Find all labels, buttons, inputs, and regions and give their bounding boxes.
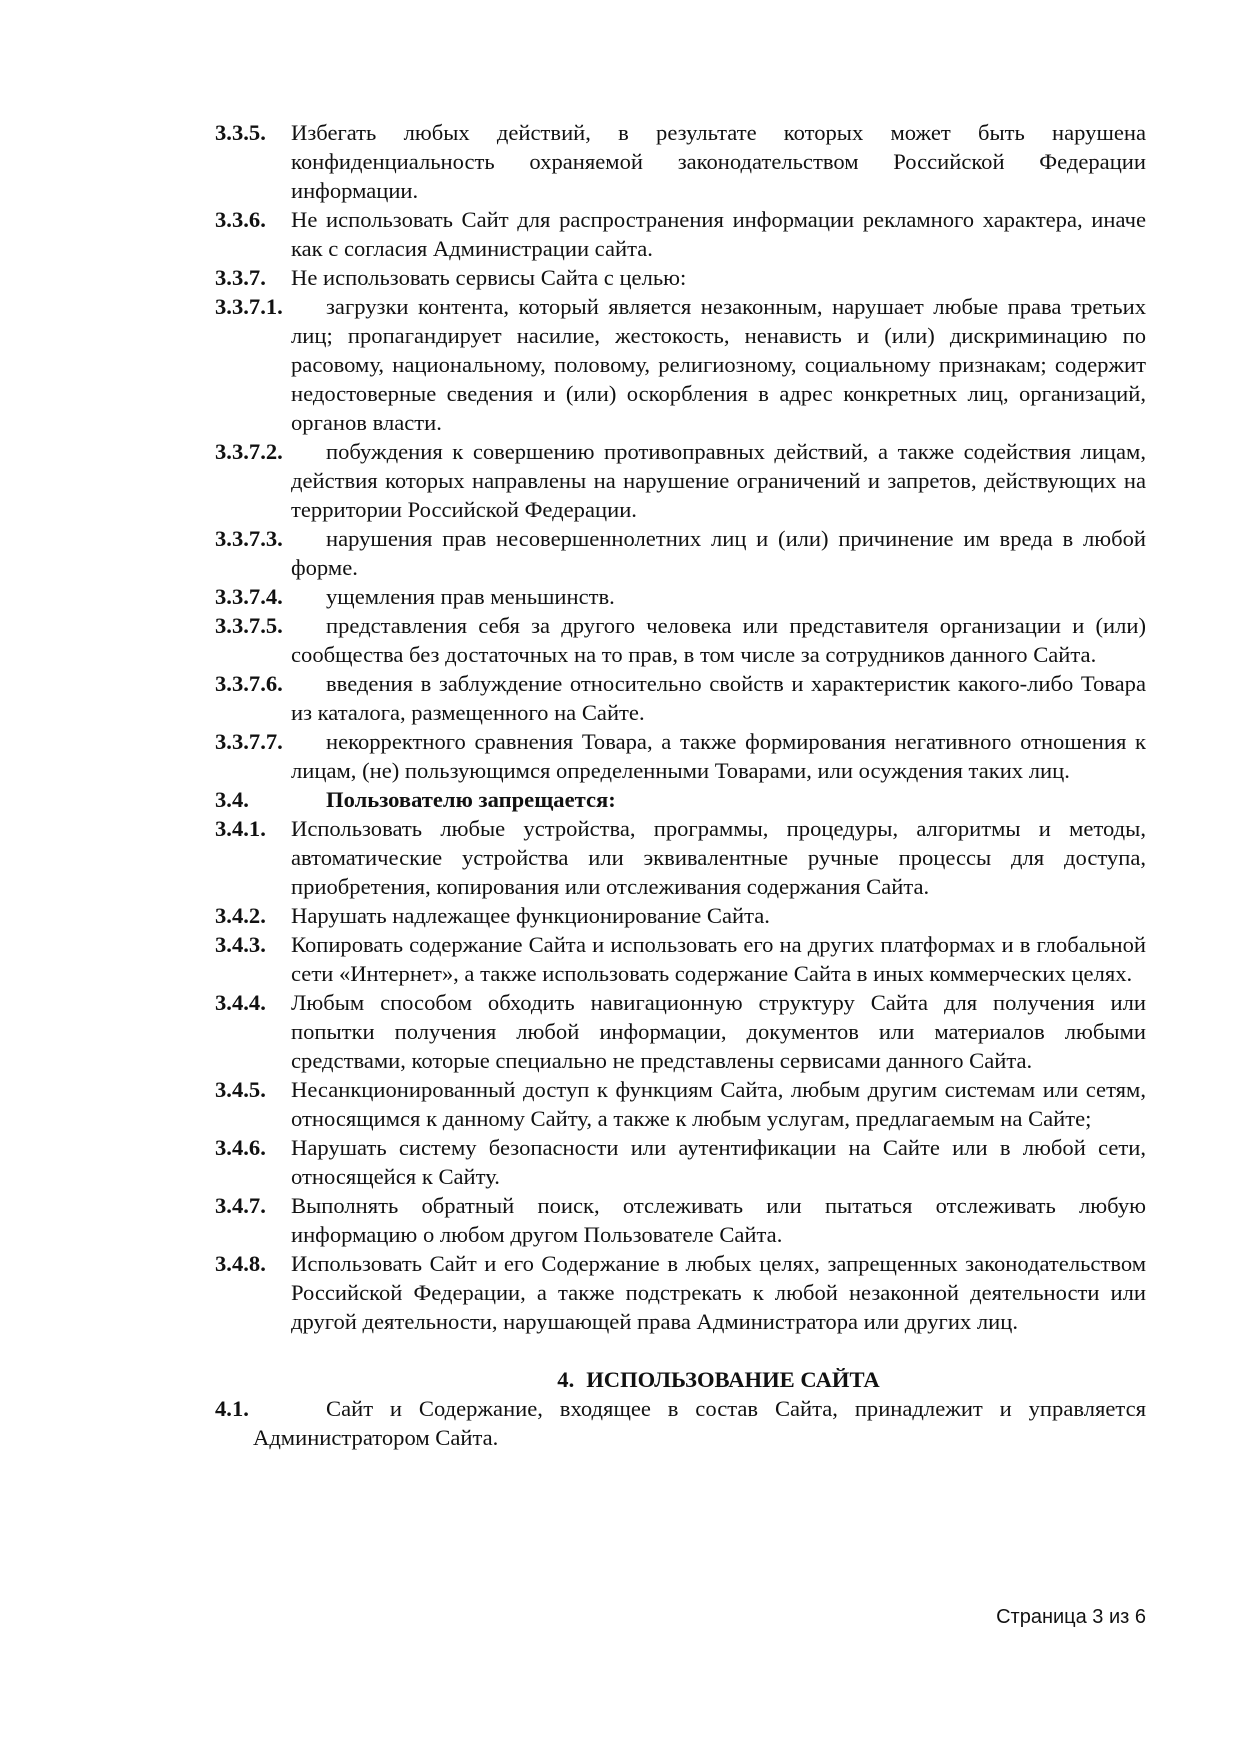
clause-3-3-7-1 [215, 292, 1146, 437]
clause-text: представления себя за другого человека или представителя организации и (или) сообщества без достаточных на то прав, в том числе за сотрудников данного Сайта. [291, 613, 1146, 667]
clause-number: 3.3.5. [215, 120, 266, 145]
section-title: ИСПОЛЬЗОВАНИЕ САЙТА [586, 1367, 880, 1392]
clause-text: побуждения к совершению противоправных действий, а также содействия лицам, действия которых направлены на нарушение ограничений и запретов, действующих на территории Российской Федерации. [291, 439, 1146, 522]
clause-4-1 [215, 1394, 1146, 1452]
page-number-footer: Страница 3 из 6 [996, 1606, 1146, 1628]
clause-3-4-6 [215, 1133, 1146, 1191]
clause-number: 3.3.7.7. [215, 729, 283, 754]
clause-number: 3.3.7.2. [215, 439, 283, 464]
clause-text: Пользователю запрещается: [326, 787, 616, 812]
clause-3-4-2 [215, 901, 1146, 930]
clause-text: загрузки контента, который является незаконным, нарушает любые права третьих лиц; пропагандирует насилие, жестокость, ненависть и (или) дискриминацию по расовому, национальному, половому, религиозному, социальному признакам; содержит недостоверные сведения и (или) оскорбления в адрес конкретных лиц, организаций, органов власти. [291, 294, 1146, 435]
clause-number: 3.4.7. [215, 1193, 266, 1218]
clause-3-4-5 [215, 1075, 1146, 1133]
clause-number: 3.3.6. [215, 207, 266, 232]
clause-text: введения в заблуждение относительно свойств и характеристик какого-либо Товара из каталога, размещенного на Сайте. [291, 671, 1146, 725]
clause-text: Нарушать систему безопасности или аутентификации на Сайте или в любой сети, относящейся к Сайту. [291, 1135, 1146, 1189]
clause-3-3-7-3 [215, 524, 1146, 582]
clause-text: ущемления прав меньшинств. [326, 584, 615, 609]
clause-3-3-7-6 [215, 669, 1146, 727]
clause-text: Не использовать сервисы Сайта с целью: [291, 265, 687, 290]
clause-3-4-3 [215, 930, 1146, 988]
clause-3-3-6 [215, 205, 1146, 263]
clause-number: 3.4.1. [215, 816, 266, 841]
clause-number: 3.4.2. [215, 903, 266, 928]
clause-number: 3.3.7.4. [215, 584, 283, 609]
clause-text: некорректного сравнения Товара, а также формирования негативного отношения к лицам, (не) пользующимся определенными Товарами, или осуждения таких лиц. [291, 729, 1146, 783]
clause-number: 3.4.8. [215, 1251, 266, 1276]
clause-text: Нарушать надлежащее функционирование Сайта. [291, 903, 770, 928]
clause-3-4-4 [215, 988, 1146, 1075]
clause-text: Несанкционированный доступ к функциям Сайта, любым другим системам или сетям, относящимся к данному Сайту, а также к любым услугам, предлагаемым на Сайте; [291, 1077, 1146, 1131]
clause-3-3-5 [215, 118, 1146, 205]
clause-3-3-7-5 [215, 611, 1146, 669]
clause-text: Сайт и Содержание, входящее в состав Сайта, принадлежит и управляется Администратором Сайта. [253, 1396, 1146, 1450]
clause-3-3-7-2 [215, 437, 1146, 524]
clause-number: 3.3.7.1. [215, 294, 283, 319]
clause-number: 4.1. [215, 1396, 249, 1421]
clause-number: 3.3.7.6. [215, 671, 283, 696]
clause-3-4-8 [215, 1249, 1146, 1336]
clause-text: Не использовать Сайт для распространения информации рекламного характера, иначе как с согласия Администрации сайта. [291, 207, 1146, 261]
clause-text: Избегать любых действий, в результате которых может быть нарушена конфиденциальность охраняемой законодательством Российской Федерации информации. [291, 120, 1146, 203]
clause-number: 3.3.7. [215, 265, 266, 290]
clause-3-4-1 [215, 814, 1146, 901]
clause-3-4-7 [215, 1191, 1146, 1249]
section-number: 4. [557, 1367, 575, 1392]
clause-number: 3.4.5. [215, 1077, 266, 1102]
section-heading [291, 1365, 1146, 1394]
clause-number: 3.4.6. [215, 1135, 266, 1160]
clause-3-3-7 [215, 263, 1146, 292]
document-body [215, 118, 1146, 1452]
clause-text: нарушения прав несовершеннолетних лиц и (или) причинение им вреда в любой форме. [291, 526, 1146, 580]
clause-number: 3.4. [215, 787, 249, 812]
clause-text: Выполнять обратный поиск, отслеживать или пытаться отслеживать любую информацию о любом другом Пользователе Сайта. [291, 1193, 1146, 1247]
clause-3-3-7-4 [215, 582, 1146, 611]
clause-3-3-7-7 [215, 727, 1146, 785]
clause-3-4 [215, 785, 1146, 814]
clause-number: 3.3.7.3. [215, 526, 283, 551]
clause-text: Копировать содержание Сайта и использовать его на других платформах и в глобальной сети «Интернет», а также использовать содержание Сайта в иных коммерческих целях. [291, 932, 1146, 986]
clause-number: 3.4.4. [215, 990, 266, 1015]
clause-text: Использовать любые устройства, программы, процедуры, алгоритмы и методы, автоматические устройства или эквивалентные ручные процессы для доступа, приобретения, копирования или отслеживания содержания Сайта. [291, 816, 1146, 899]
clause-text: Любым способом обходить навигационную структуру Сайта для получения или попытки получения любой информации, документов или материалов любыми средствами, которые специально не представлены сервисами данного Сайта. [291, 990, 1146, 1073]
clause-text: Использовать Сайт и его Содержание в любых целях, запрещенных законодательством Российской Федерации, а также подстрекать к любой незаконной деятельности или другой деятельности, нарушающей права Администратора или других лиц. [291, 1251, 1146, 1334]
clause-number: 3.4.3. [215, 932, 266, 957]
clause-number: 3.3.7.5. [215, 613, 283, 638]
